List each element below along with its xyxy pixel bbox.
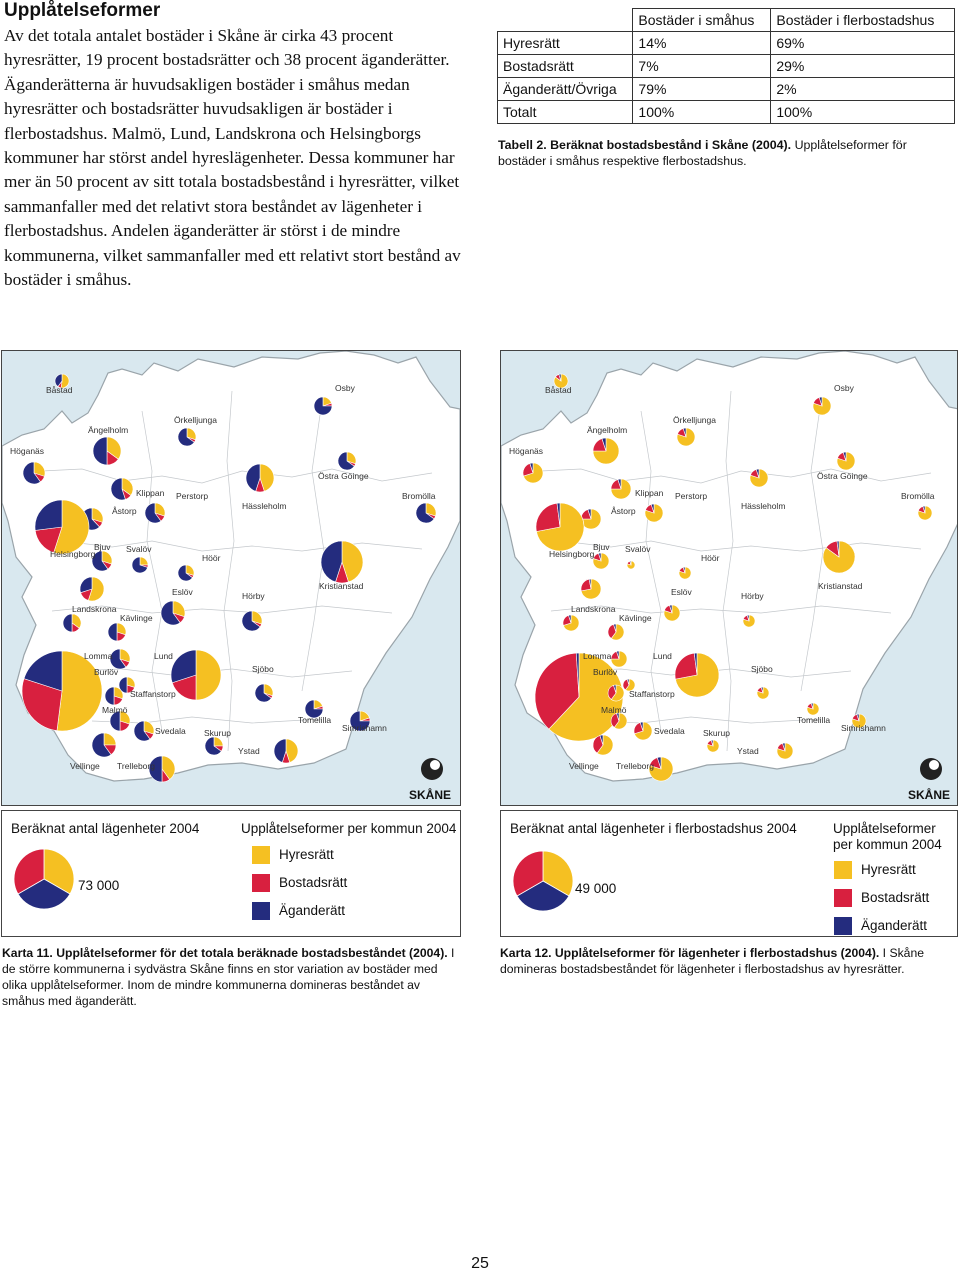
municipality-pie (743, 615, 755, 627)
municipality-pie (593, 553, 609, 569)
municipality-pie (132, 557, 148, 573)
place-label: Kristianstad (319, 581, 364, 591)
table-caption-text: Upplåtelseformer för bostäder i småhus respektive flerbostadshus. (498, 138, 907, 168)
legend-title: Beräknat antal lägenheter 2004 (11, 821, 200, 836)
legend-key-title: Upplåtelseformer per kommun 2004 (833, 821, 942, 852)
municipality-pie (593, 438, 619, 464)
place-label: Simrishamn (342, 723, 387, 733)
legend-label-bostadsratt: Bostadsrätt (279, 875, 348, 890)
legend-label-hyresratt: Hyresrätt (279, 847, 334, 862)
place-label: Lomma (583, 651, 612, 661)
place-label: Sjöbo (252, 664, 274, 674)
municipality-pie (111, 478, 133, 500)
place-label: Skurup (703, 728, 730, 738)
tenure-table (497, 8, 955, 124)
table-cell: 2% (771, 78, 955, 101)
municipality-pie (777, 743, 793, 759)
table-caption-title: Tabell 2. Beräknat bostadsbestånd i Skåne (2004). (498, 138, 792, 152)
place-label: Tomelilla (797, 715, 831, 725)
place-label: Bjuv (94, 542, 111, 552)
municipality-pie (314, 397, 332, 415)
place-label: Helsingborg (549, 549, 595, 559)
swatch-hyresratt (834, 861, 852, 879)
griffin-icon-detail (430, 760, 440, 770)
place-label: Svalöv (126, 544, 152, 554)
municipality-pie (563, 615, 579, 631)
place-label: Landskrona (571, 604, 616, 614)
place-label: Malmö (102, 705, 128, 715)
municipality-pie (645, 504, 663, 522)
place-label: Båstad (545, 385, 572, 395)
table-cell: 79% (633, 78, 771, 101)
caption-title: Karta 12. Upplåtelseformer för lägenheter i flerbostadshus (2004). (500, 946, 880, 960)
place-label: Perstorp (176, 491, 209, 501)
caption-text: I Skåne domineras bostadsbeståndet för lägenheter i flerbostadshus av hyresrätter. (500, 946, 925, 976)
place-label: Åstorp (611, 506, 636, 516)
swatch-bostadsratt (834, 889, 852, 907)
municipality-pie (807, 703, 819, 715)
place-label: Bromölla (901, 491, 935, 501)
place-label: Burlöv (94, 667, 119, 677)
table-cell: 100% (771, 101, 955, 124)
municipality-pie (161, 601, 185, 625)
municipality-pie (611, 651, 627, 667)
place-label: Åstorp (112, 506, 137, 516)
row-label: Totalt (498, 101, 633, 124)
place-label: Ystad (737, 746, 759, 756)
municipality-pie (627, 561, 635, 569)
legend-label-bostadsratt: Bostadsrätt (861, 890, 930, 905)
place-label: Hörby (242, 591, 265, 601)
place-label: Lund (154, 651, 173, 661)
row-label: Bostadsrätt (498, 55, 633, 78)
caption-text: I de större kommunerna i sydvästra Skåne finns en stor variation av bostäder med olika upplåtelseformer. Inom de mindre kommunerna domineras beståndet av småhus med äganderätt. (2, 946, 455, 1008)
table-row (498, 55, 955, 78)
place-label: Höganäs (509, 446, 544, 456)
municipality-pie (134, 721, 154, 741)
municipality-pie (675, 653, 719, 697)
legend-pie (511, 849, 575, 913)
municipality-pie (679, 567, 691, 579)
place-label: Höör (202, 553, 221, 563)
legend-label-aganderatt: Äganderätt (279, 903, 346, 918)
place-label: Svalöv (625, 544, 651, 554)
place-label: Östra Göinge (318, 471, 369, 481)
swatch-aganderatt (252, 902, 270, 920)
municipality-pie (750, 469, 768, 487)
municipality-pie (837, 452, 855, 470)
municipality-pie (707, 740, 719, 752)
place-label: Bjuv (593, 542, 610, 552)
table-cell: 29% (771, 55, 955, 78)
municipality-pie (23, 462, 45, 484)
municipality-pie (321, 541, 363, 583)
municipality-pie (677, 428, 695, 446)
municipality-pie (242, 611, 262, 631)
municipality-pie (593, 735, 613, 755)
place-label: Hässleholm (741, 501, 786, 511)
municipality-pie (110, 649, 130, 669)
table-cell: 7% (633, 55, 771, 78)
column-header: Bostäder i småhus (633, 9, 771, 32)
place-label: Lomma (84, 651, 113, 661)
municipality-pie (274, 739, 298, 763)
place-label: Staffanstorp (130, 689, 176, 699)
municipality-pie (93, 437, 121, 465)
place-label: Tomelilla (298, 715, 332, 725)
place-label: Perstorp (675, 491, 708, 501)
place-label: Simrishamn (841, 723, 886, 733)
place-label: Trelleborg (616, 761, 654, 771)
place-label: Trelleborg (117, 761, 155, 771)
place-label: Hörby (741, 591, 764, 601)
place-label: Höör (701, 553, 720, 563)
place-label: Höganäs (10, 446, 45, 456)
municipality-pie (536, 503, 584, 551)
place-label: Svedala (654, 726, 685, 736)
place-label: Ängelholm (587, 425, 628, 435)
municipality-pie (255, 684, 273, 702)
municipality-pie (581, 579, 601, 599)
map-caption-left (2, 945, 457, 1009)
municipality-pie (813, 397, 831, 415)
logo-text: SKÅNE (908, 788, 951, 802)
swatch-aganderatt (834, 917, 852, 935)
municipality-pie (35, 500, 89, 554)
griffin-icon-detail (929, 760, 939, 770)
table-header-row (498, 9, 955, 32)
municipality-pie (757, 687, 769, 699)
table-cell: 100% (633, 101, 771, 124)
place-label: Ystad (238, 746, 260, 756)
column-header: Bostäder i flerbostadshus (771, 9, 955, 32)
place-label: Eslöv (671, 587, 692, 597)
municipality-pie (63, 614, 81, 632)
place-label: Hässleholm (242, 501, 287, 511)
municipality-pie (22, 651, 102, 731)
swatch-bostadsratt (252, 874, 270, 892)
place-label: Östra Göinge (817, 471, 868, 481)
municipality-pie (608, 685, 624, 701)
place-label: Osby (335, 383, 355, 393)
legend-multifamily (500, 810, 958, 937)
place-label: Örkelljunga (174, 415, 217, 425)
row-label: Hyresrätt (498, 32, 633, 55)
table-row (498, 101, 955, 124)
place-label: Svedala (155, 726, 186, 736)
place-label: Vellinge (569, 761, 599, 771)
table-cell: 14% (633, 32, 771, 55)
map-caption-right (500, 945, 955, 977)
place-label: Landskrona (72, 604, 117, 614)
place-label: Kristianstad (818, 581, 863, 591)
municipality-pie (634, 722, 652, 740)
municipality-pie (171, 650, 221, 700)
map-graphic (501, 351, 957, 805)
legend-title: Beräknat antal lägenheter i flerbostadshus 2004 (510, 821, 797, 836)
place-label: Båstad (46, 385, 73, 395)
body-paragraph: Av det totala antalet bostäder i Skåne är cirka 43 procent hyresrätter, 19 procent bostadsrätter och 38 procent äganderätter. Äganderätterna är huvudsakligen bostäder i småhus medan hyresrätter och bostadsrätter huvudsakligen är bostäder i flerbostadshus. Malmö, Lund, Landskrona och Helsingborgs kommuner har störst andel hyreslägenheter. Dessa kommuner har mer än 50 procent av sitt totala bostadsbestånd i hyresrätter, vilket sammanfaller med det relativt stora beståndet av lägenheter i flerbostadshus. Andelen äganderätter är störst i de mindre kommunerna, vilket sammanfaller med ett relativt stort bestånd av bostäder i småhus. (4, 26, 461, 290)
place-label: Staffanstorp (629, 689, 675, 699)
place-label: Helsingborg (50, 549, 96, 559)
swatch-hyresratt (252, 846, 270, 864)
table-row (498, 78, 955, 101)
place-label: Kävlinge (120, 613, 153, 623)
municipality-pie (608, 624, 624, 640)
place-label: Klippan (136, 488, 165, 498)
legend-value: 49 000 (575, 881, 617, 896)
map-graphic (2, 351, 460, 805)
legend-pie (12, 847, 76, 911)
municipality-pie (611, 713, 627, 729)
legend-value: 73 000 (78, 878, 120, 893)
place-label: Lund (653, 651, 672, 661)
legend-key-title: Upplåtelseformer per kommun 2004 (241, 821, 457, 836)
section-heading: Upplåtelseformer (4, 0, 161, 21)
table-caption (498, 137, 953, 169)
table-cell: 69% (771, 32, 955, 55)
legend-label-aganderatt: Äganderätt (861, 918, 928, 933)
legend-label-hyresratt: Hyresrätt (861, 862, 916, 877)
municipality-pie (523, 463, 543, 483)
municipality-pie (80, 577, 104, 601)
municipality-pie (823, 541, 855, 573)
municipality-pie (611, 479, 631, 499)
municipality-pie (108, 623, 126, 641)
municipality-pie (338, 452, 356, 470)
row-label: Äganderätt/Övriga (498, 78, 633, 101)
caption-title: Karta 11. Upplåtelseformer för det totala beräknade bostadsbeståndet (2004). (2, 946, 448, 960)
place-label: Örkelljunga (673, 415, 716, 425)
municipality-pie (205, 737, 223, 755)
municipality-pie (178, 565, 194, 581)
municipality-pie (246, 464, 274, 492)
municipality-pie (664, 605, 680, 621)
place-label: Vellinge (70, 761, 100, 771)
municipality-pie (145, 503, 165, 523)
map-multifamily-housing (500, 350, 958, 806)
logo-text: SKÅNE (409, 788, 452, 802)
municipality-pie (178, 428, 196, 446)
map-total-housing (1, 350, 461, 806)
place-label: Osby (834, 383, 854, 393)
place-label: Kävlinge (619, 613, 652, 623)
table-corner-cell (498, 9, 633, 32)
legend-total (1, 810, 461, 937)
page-number: 25 (471, 1255, 489, 1272)
place-label: Klippan (635, 488, 664, 498)
place-label: Eslöv (172, 587, 193, 597)
municipality-pie (92, 733, 116, 757)
place-label: Malmö (601, 705, 627, 715)
place-label: Sjöbo (751, 664, 773, 674)
municipality-pie (918, 506, 932, 520)
place-label: Skurup (204, 728, 231, 738)
place-label: Bromölla (402, 491, 436, 501)
place-label: Ängelholm (88, 425, 129, 435)
municipality-pie (416, 503, 436, 523)
place-label: Burlöv (593, 667, 618, 677)
table-row (498, 32, 955, 55)
